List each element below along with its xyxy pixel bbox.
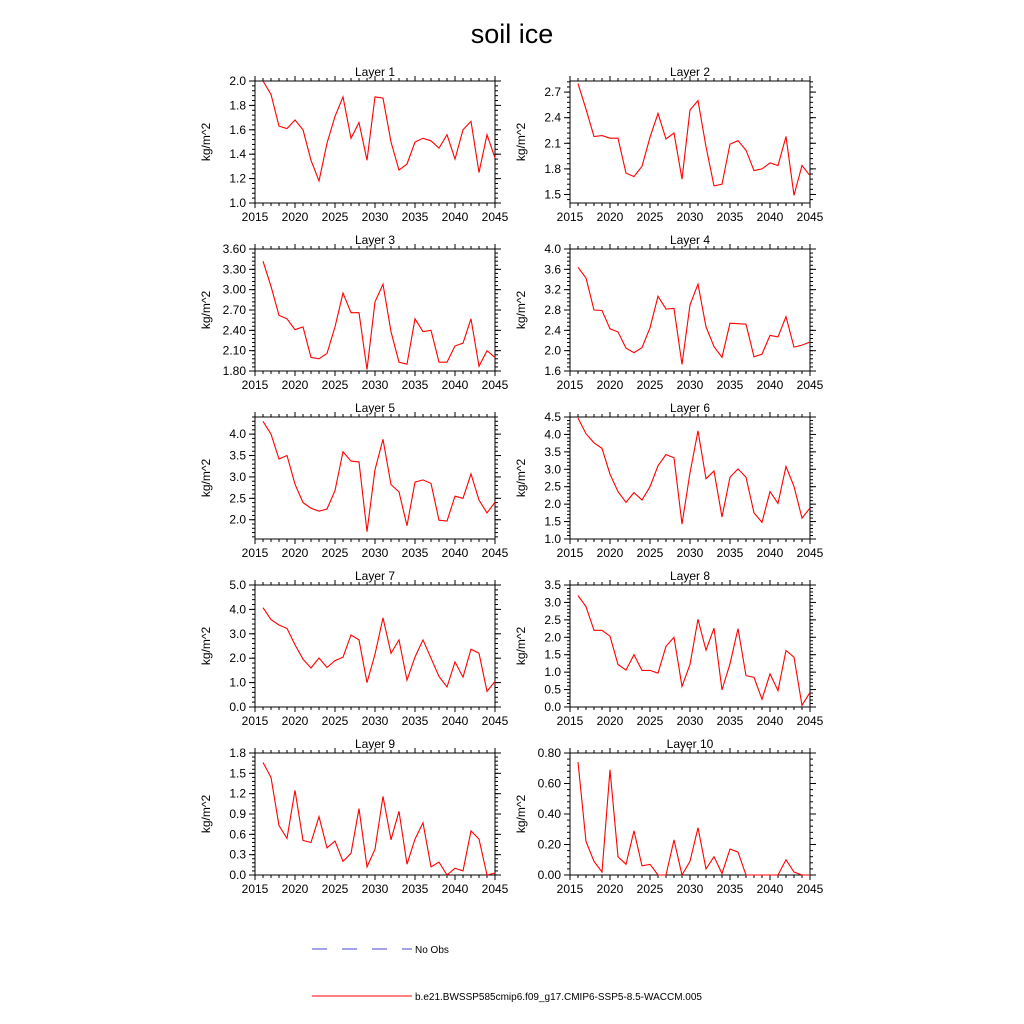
y-axis-label: kg/m^2	[514, 122, 528, 162]
panel-title: Layer 3	[354, 233, 396, 247]
series-line	[578, 84, 810, 196]
x-tick-label: 2040	[756, 546, 784, 560]
series-line	[263, 421, 495, 531]
x-tick-label: 2035	[401, 714, 429, 728]
y-axis-label: kg/m^2	[514, 290, 528, 330]
y-tick-label: 2.0	[229, 651, 246, 666]
y-tick-label: 0.6	[229, 827, 246, 842]
x-tick-label: 2030	[676, 882, 704, 896]
panel-title: Layer 2	[669, 65, 711, 79]
x-tick-label: 2045	[481, 714, 509, 728]
series-line	[263, 763, 495, 876]
y-tick-label: 2.8	[544, 303, 561, 317]
series-line	[263, 81, 495, 181]
y-tick-label: 2.7	[544, 85, 561, 100]
y-tick-label: 4.0	[544, 242, 561, 256]
y-tick-label: 1.5	[544, 514, 561, 529]
panel-title: Layer 10	[666, 737, 714, 751]
panel-layer-8	[514, 569, 824, 728]
figure-title: soil ice	[470, 19, 554, 49]
y-tick-label: 1.0	[229, 675, 246, 690]
x-tick-label: 2015	[556, 882, 584, 896]
y-tick-label: 1.6	[229, 122, 246, 137]
y-axis-label: kg/m^2	[199, 794, 213, 834]
x-tick-label: 2030	[361, 882, 389, 896]
x-tick-label: 2020	[281, 714, 309, 728]
y-tick-label: 1.6	[544, 364, 561, 378]
x-tick-label: 2040	[441, 546, 469, 560]
y-tick-label: 3.6	[544, 262, 561, 277]
series-line	[578, 267, 810, 364]
y-tick-label: 3.0	[229, 626, 246, 641]
x-tick-label: 2035	[401, 882, 429, 896]
x-tick-label: 2015	[241, 210, 269, 224]
plot-frame	[255, 417, 495, 539]
y-tick-label: 2.0	[544, 497, 561, 512]
y-tick-label: 0.3	[229, 847, 246, 862]
x-tick-label: 2020	[281, 210, 309, 224]
panel-layer-6	[514, 401, 824, 560]
y-tick-label: 1.0	[544, 665, 561, 680]
y-tick-label: 0.9	[229, 807, 246, 821]
panel-title: Layer 6	[669, 401, 711, 415]
series-line	[263, 608, 495, 692]
panel-title: Layer 9	[354, 737, 396, 751]
y-tick-label: 3.5	[544, 444, 561, 459]
x-tick-label: 2020	[596, 546, 624, 560]
panel-title: Layer 4	[669, 233, 711, 247]
y-tick-label: 1.5	[544, 187, 561, 202]
y-tick-label: 2.5	[544, 612, 561, 627]
series-line	[578, 762, 810, 875]
plot-frame	[570, 81, 810, 203]
y-tick-label: 4.0	[229, 602, 246, 617]
y-tick-label: 2.10	[222, 343, 246, 358]
y-tick-label: 0.40	[537, 807, 561, 821]
y-tick-label: 1.2	[229, 171, 246, 186]
x-tick-label: 2040	[441, 882, 469, 896]
y-tick-label: 0.00	[537, 868, 561, 882]
x-tick-label: 2045	[481, 546, 509, 560]
y-tick-label: 3.0	[544, 462, 561, 477]
x-tick-label: 2035	[716, 714, 744, 728]
y-tick-label: 3.5	[229, 448, 246, 463]
x-tick-label: 2030	[361, 378, 389, 392]
y-tick-label: 2.4	[544, 323, 561, 338]
legend-model-label: b.e21.BWSSP585cmip6.f09_g17.CMIP6-SSP5-8.5-WACCM.005	[415, 992, 702, 1003]
x-tick-label: 2020	[596, 714, 624, 728]
x-tick-label: 2025	[636, 210, 664, 224]
x-tick-label: 2045	[796, 882, 824, 896]
panel-layer-4	[514, 233, 824, 392]
y-axis-label: kg/m^2	[199, 458, 213, 498]
plot-frame	[255, 585, 495, 707]
x-tick-label: 2020	[596, 210, 624, 224]
x-tick-label: 2025	[321, 546, 349, 560]
x-tick-label: 2045	[796, 210, 824, 224]
y-tick-label: 0.0	[229, 868, 246, 882]
x-tick-label: 2035	[716, 546, 744, 560]
y-tick-label: 2.70	[222, 303, 246, 317]
y-tick-label: 1.4	[229, 147, 246, 162]
y-tick-label: 0.0	[544, 700, 561, 714]
y-tick-label: 1.0	[544, 532, 561, 546]
y-tick-label: 5.0	[229, 578, 246, 592]
panel-title: Layer 8	[669, 569, 711, 583]
x-tick-label: 2035	[401, 210, 429, 224]
y-tick-label: 0.20	[537, 837, 561, 852]
y-tick-label: 1.8	[229, 98, 246, 113]
x-tick-label: 2030	[676, 378, 704, 392]
y-tick-label: 2.0	[544, 343, 561, 358]
x-tick-label: 2020	[281, 546, 309, 560]
x-tick-label: 2030	[676, 714, 704, 728]
y-tick-label: 1.80	[222, 364, 246, 378]
x-tick-label: 2030	[361, 546, 389, 560]
y-tick-label: 1.2	[229, 786, 246, 801]
legend-obs-label: No Obs	[415, 945, 449, 956]
y-tick-label: 3.00	[222, 282, 246, 297]
x-tick-label: 2030	[361, 210, 389, 224]
panels-group	[199, 65, 824, 896]
y-tick-label: 3.0	[229, 469, 246, 484]
y-tick-label: 1.8	[544, 161, 561, 176]
x-tick-label: 2015	[556, 714, 584, 728]
y-tick-label: 2.0	[229, 74, 246, 88]
panel-title: Layer 1	[354, 65, 396, 79]
panel-layer-7	[199, 569, 509, 728]
panel-title: Layer 5	[354, 401, 396, 415]
x-tick-label: 2015	[241, 378, 269, 392]
x-tick-label: 2015	[241, 546, 269, 560]
y-tick-label: 2.1	[544, 136, 561, 151]
panel-layer-5	[199, 401, 509, 560]
y-tick-label: 3.60	[222, 242, 246, 256]
y-axis-label: kg/m^2	[199, 290, 213, 330]
y-tick-label: 3.30	[222, 262, 246, 277]
plot-frame	[255, 249, 495, 371]
y-tick-label: 3.0	[544, 595, 561, 610]
x-tick-label: 2035	[401, 378, 429, 392]
panel-layer-2	[514, 65, 824, 224]
y-tick-label: 3.2	[544, 282, 561, 297]
x-tick-label: 2025	[321, 714, 349, 728]
x-tick-label: 2045	[796, 546, 824, 560]
x-tick-label: 2020	[281, 378, 309, 392]
y-tick-label: 3.5	[544, 578, 561, 592]
x-tick-label: 2025	[321, 210, 349, 224]
y-tick-label: 0.80	[537, 746, 561, 760]
panel-title: Layer 7	[354, 569, 396, 583]
plot-frame	[570, 585, 810, 707]
panel-layer-3	[199, 233, 509, 392]
y-tick-label: 0.5	[544, 682, 561, 697]
x-tick-label: 2030	[676, 546, 704, 560]
series-line	[578, 418, 810, 524]
x-tick-label: 2015	[241, 714, 269, 728]
x-tick-label: 2045	[481, 882, 509, 896]
x-tick-label: 2025	[636, 714, 664, 728]
x-tick-label: 2045	[481, 378, 509, 392]
y-tick-label: 4.5	[544, 410, 561, 424]
panel-layer-9	[199, 737, 509, 896]
x-tick-label: 2045	[481, 210, 509, 224]
x-tick-label: 2020	[281, 882, 309, 896]
x-tick-label: 2040	[756, 714, 784, 728]
x-tick-label: 2020	[596, 378, 624, 392]
y-axis-label: kg/m^2	[514, 794, 528, 834]
series-line	[578, 596, 810, 706]
panel-layer-1	[199, 65, 509, 224]
y-tick-label: 4.0	[229, 427, 246, 442]
x-tick-label: 2040	[756, 210, 784, 224]
x-tick-label: 2015	[556, 378, 584, 392]
y-tick-label: 1.8	[229, 746, 246, 760]
y-axis-label: kg/m^2	[514, 458, 528, 498]
x-tick-label: 2030	[361, 714, 389, 728]
x-tick-label: 2025	[636, 378, 664, 392]
x-tick-label: 2015	[556, 210, 584, 224]
x-tick-label: 2030	[676, 210, 704, 224]
x-tick-label: 2025	[321, 882, 349, 896]
x-tick-label: 2040	[441, 714, 469, 728]
x-tick-label: 2035	[716, 210, 744, 224]
x-tick-label: 2015	[241, 882, 269, 896]
y-axis-label: kg/m^2	[199, 626, 213, 666]
x-tick-label: 2040	[441, 378, 469, 392]
y-axis-label: kg/m^2	[514, 626, 528, 666]
y-tick-label: 2.4	[544, 110, 561, 125]
y-tick-label: 0.60	[537, 776, 561, 791]
x-tick-label: 2035	[716, 378, 744, 392]
y-tick-label: 0.0	[229, 700, 246, 714]
x-tick-label: 2045	[796, 714, 824, 728]
y-tick-label: 1.5	[544, 647, 561, 662]
x-tick-label: 2025	[636, 882, 664, 896]
y-axis-label: kg/m^2	[199, 122, 213, 162]
panel-layer-10	[514, 737, 824, 896]
x-tick-label: 2020	[596, 882, 624, 896]
x-tick-label: 2035	[401, 546, 429, 560]
y-tick-label: 2.0	[544, 630, 561, 645]
y-tick-label: 1.0	[229, 196, 246, 210]
y-tick-label: 2.5	[229, 491, 246, 506]
x-tick-label: 2035	[716, 882, 744, 896]
series-line	[263, 261, 495, 369]
x-tick-label: 2025	[321, 378, 349, 392]
legend	[312, 945, 702, 1003]
y-tick-label: 2.0	[229, 512, 246, 527]
plot-frame	[570, 249, 810, 371]
plot-frame	[570, 417, 810, 539]
x-tick-label: 2025	[636, 546, 664, 560]
y-tick-label: 4.0	[544, 427, 561, 442]
y-tick-label: 1.5	[229, 766, 246, 781]
x-tick-label: 2040	[756, 378, 784, 392]
x-tick-label: 2040	[756, 882, 784, 896]
x-tick-label: 2040	[441, 210, 469, 224]
y-tick-label: 2.40	[222, 323, 246, 338]
x-tick-label: 2045	[796, 378, 824, 392]
y-tick-label: 2.5	[544, 479, 561, 494]
x-tick-label: 2015	[556, 546, 584, 560]
